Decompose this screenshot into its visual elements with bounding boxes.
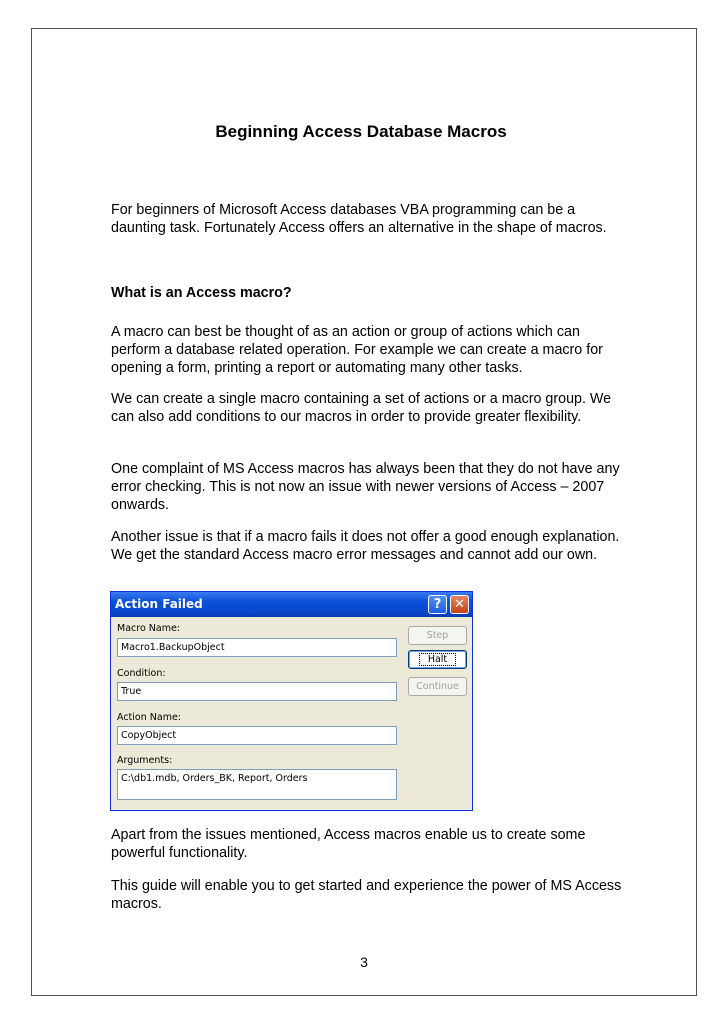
paragraph-functionality: Apart from the issues mentioned, Access macros enable us to create some powerful functionality. (111, 827, 586, 861)
action-name-field[interactable]: CopyObject (117, 726, 397, 745)
halt-button[interactable] (408, 650, 467, 669)
dialog-title: Action Failed (115, 597, 203, 611)
condition-label: Condition: (117, 668, 166, 679)
continue-button[interactable]: Continue (408, 677, 467, 696)
macro-name-label: Macro Name: (117, 623, 180, 634)
halt-button-label: Halt (419, 653, 456, 666)
macro-name-field[interactable]: Macro1.BackupObject (117, 638, 397, 657)
document-title: Beginning Access Database Macros (215, 122, 507, 141)
paragraph-macro-definition: A macro can best be thought of as an action or group of actions which can perform a database related operation. For example we can create a macro for opening a form, printing a report or automating many other tasks. (111, 324, 603, 376)
section-heading: What is an Access macro? (111, 285, 292, 301)
arguments-field[interactable]: C:\db1.mdb, Orders_BK, Report, Orders (117, 769, 397, 800)
condition-field[interactable]: True (117, 682, 397, 701)
paragraph-macro-group: We can create a single macro containing a set of actions or a macro group. We can also add conditions to our macros in order to provide greater flexibility. (111, 391, 612, 425)
intro-paragraph: For beginners of Microsoft Access databases VBA programming can be a daunting task. Fortunately Access offers an alternative in the shape of macros. (111, 202, 607, 236)
action-name-label: Action Name: (117, 712, 181, 723)
step-button[interactable]: Step (408, 626, 467, 645)
page-number: 3 (360, 954, 368, 970)
close-icon[interactable]: ✕ (450, 595, 469, 614)
dialog-titlebar (111, 592, 472, 617)
action-failed-dialog (110, 591, 473, 811)
arguments-label: Arguments: (117, 755, 173, 766)
help-icon[interactable]: ? (428, 595, 447, 614)
paragraph-error-checking: One complaint of MS Access macros has always been that they do not have any error checking. This is not now an issue with newer versions of Access – 2007 onwards. (111, 461, 620, 513)
paragraph-guide: This guide will enable you to get started and experience the power of MS Access macros. (111, 878, 622, 912)
paragraph-error-messages: Another issue is that if a macro fails it does not offer a good enough explanation. We get the standard Access macro error messages and cannot add our own. (111, 529, 620, 563)
